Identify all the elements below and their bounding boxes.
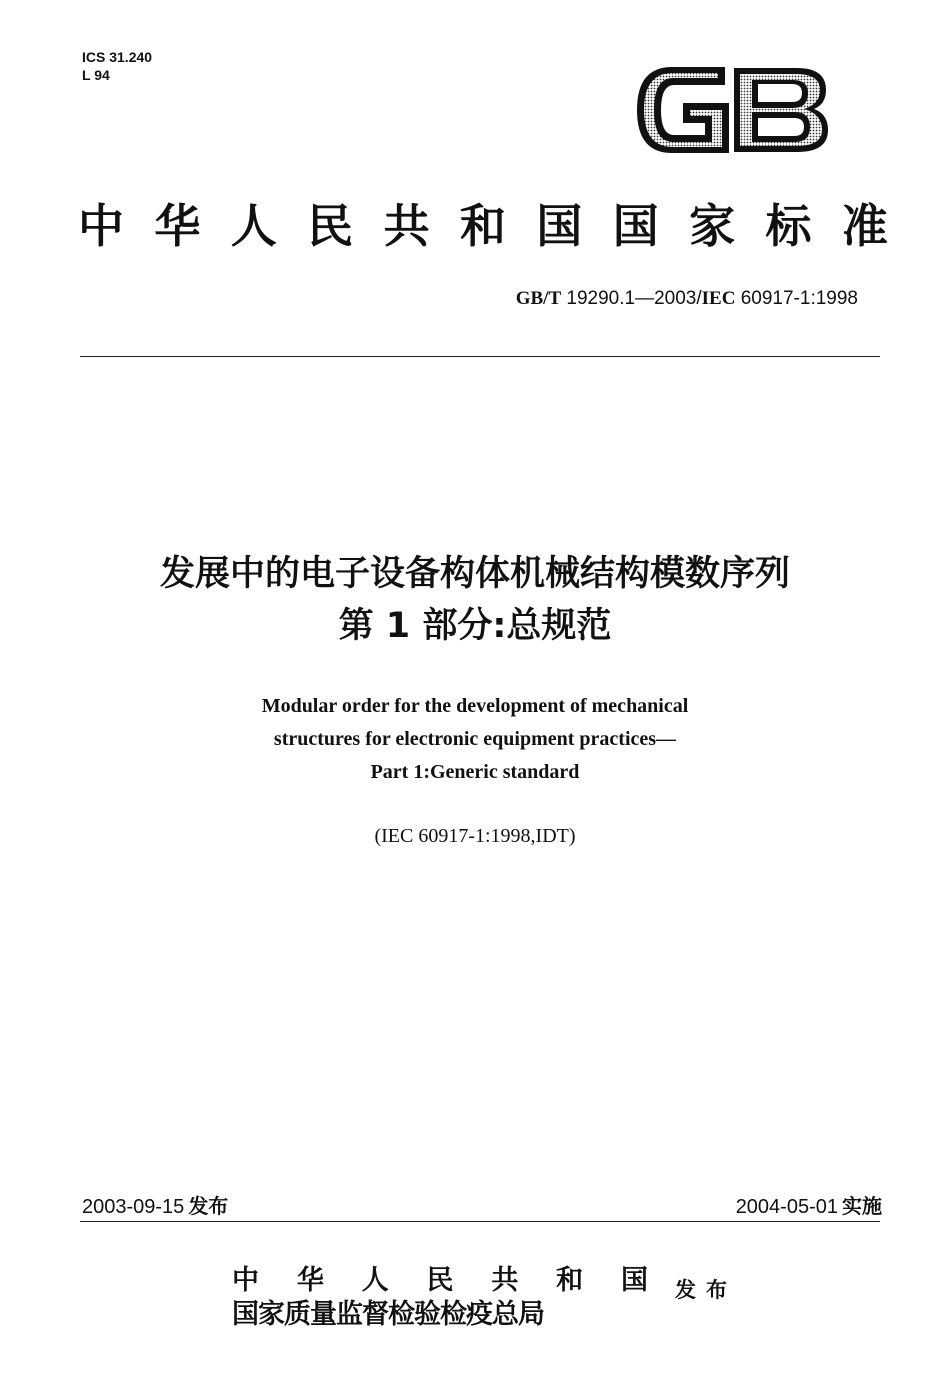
title-char: 准	[841, 199, 888, 253]
title-char: 和	[459, 199, 506, 253]
english-title-line2: structures for electronic equipment practices—	[273, 728, 677, 750]
issuer-char: 民	[426, 1265, 454, 1296]
issue-date-value: 2003-09-15	[82, 1196, 185, 1218]
bottom-divider	[80, 1221, 880, 1222]
chinese-title-line2: 第 1 部分:总规范	[338, 606, 612, 646]
english-title-line3: Part 1:Generic standard	[370, 761, 580, 783]
national-standard-title	[78, 190, 888, 256]
implement-date-value: 2004-05-01	[735, 1196, 838, 1218]
iec-reference: (IEC 60917-1:1998,IDT)	[374, 825, 576, 847]
standard-prefix: GB/T	[515, 288, 562, 309]
issuer-action: 发布	[675, 1277, 737, 1302]
english-title	[0, 690, 950, 789]
issuer-char: 华	[296, 1265, 324, 1296]
gb-logo	[632, 60, 832, 160]
implement-date	[736, 1190, 882, 1219]
title-char: 国	[612, 199, 659, 253]
title-char: 华	[154, 199, 201, 253]
title-char: 中	[78, 199, 124, 253]
title-char: 人	[230, 199, 277, 253]
issuer-line2: 国家质量监督检验检疫总局	[232, 1299, 544, 1330]
ics-code: ICS 31.240	[82, 49, 153, 65]
title-char: 民	[307, 199, 354, 253]
implement-date-suffix: 实施	[842, 1194, 882, 1218]
title-char: 国	[536, 199, 583, 253]
issue-date	[82, 1190, 228, 1219]
issuer-char: 和	[556, 1265, 584, 1296]
top-divider	[80, 356, 880, 357]
chinese-title	[0, 548, 950, 652]
issue-date-suffix: 发布	[188, 1194, 229, 1218]
standard-number-value: 19290.1—2003/	[561, 288, 702, 309]
english-title-line1: Modular order for the development of mechanical	[261, 695, 689, 717]
issuer-char: 中	[232, 1265, 259, 1296]
iec-prefix: IEC	[701, 288, 736, 309]
issuer-char: 国	[620, 1265, 648, 1296]
iec-number: 60917-1:1998	[735, 288, 858, 309]
class-code: L 94	[82, 67, 110, 83]
title-char: 家	[689, 199, 736, 253]
title-char: 标	[765, 199, 812, 253]
issuer-char: 共	[491, 1265, 519, 1296]
standard-number	[516, 288, 858, 310]
chinese-title-line1: 发展中的电子设备构体机械结构模数序列	[159, 554, 790, 594]
title-char: 共	[383, 199, 430, 253]
issuer-char: 人	[361, 1265, 389, 1296]
classification-codes	[82, 48, 152, 84]
